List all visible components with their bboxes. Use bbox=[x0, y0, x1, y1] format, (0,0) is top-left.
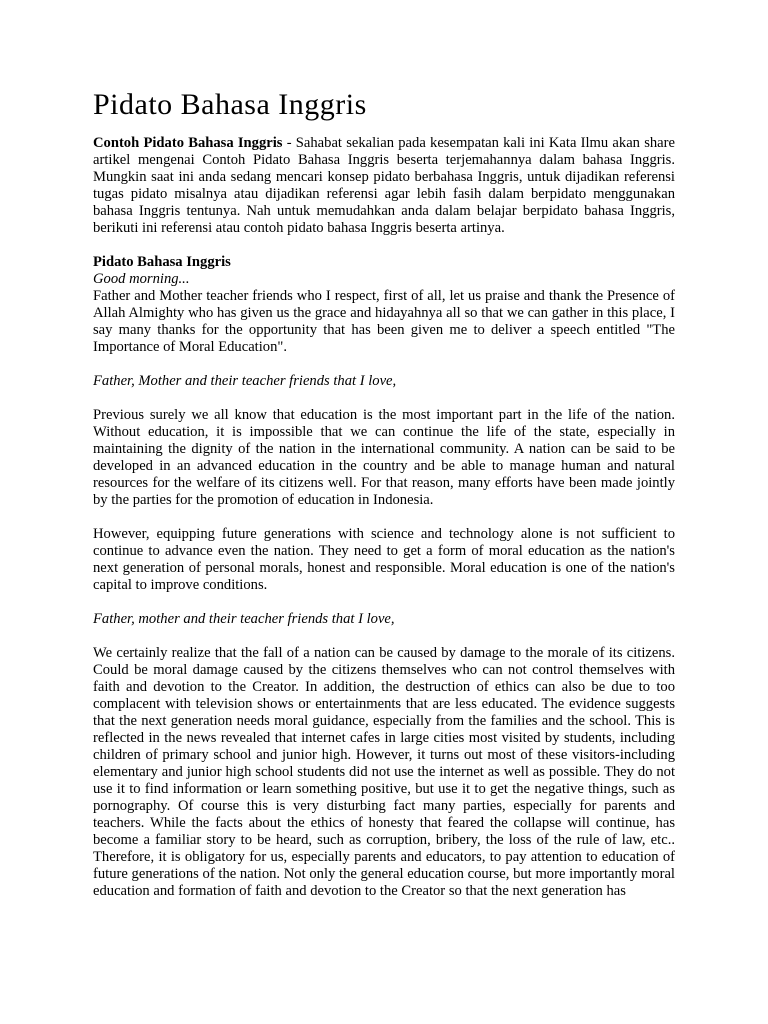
speech-address-1: Father, Mother and their teacher friends that I love, bbox=[93, 373, 397, 389]
speech-address-2: Father, mother and their teacher friends that I love, bbox=[93, 611, 395, 627]
spacer bbox=[93, 509, 675, 526]
speech-heading: Pidato Bahasa Inggris bbox=[93, 254, 231, 270]
spacer bbox=[93, 356, 675, 373]
intro-text: - Sahabat sekalian pada kesempatan kali ini Kata Ilmu akan share artikel mengenai Contoh Pidato Bahasa Inggris beserta terjemahannya dalam bahasa Inggris. Mungkin saat ini anda sedang mencari konsep pidato berbahasa Inggris, untuk dijadikan referensi tugas pidato misalnya atau dijadikan referensi agar lebih fasih dalam berpidato menggunakan bahasa Inggris tentunya. Nah untuk memudahkan anda dalam belajar berpidato bahasa Inggris, berikuti ini referensi atau contoh pidato bahasa Inggris beserta artinya. bbox=[93, 135, 675, 236]
speech-paragraph-2: However, equipping future generations with science and technology alone is not sufficient to continue to advance even the nation. They need to get a form of moral education as the nation's next generation of personal morals, honest and responsible. Moral education is one of the nation's capital to improve conditions. bbox=[93, 526, 675, 593]
intro-paragraph bbox=[93, 135, 675, 237]
speech-paragraph-1: Previous surely we all know that education is the most important part in the life of the nation. Without education, it is impossible that we can continue the life of the state, especially in maintaining the dignity of the nation in the international community. A nation can be said to be developed in an advanced education in the country and be able to manage human and natural resources for the welfare of its citizens well. For that reason, many efforts have been made jointly by the parties for the promotion of education in Indonesia. bbox=[93, 407, 675, 508]
spacer bbox=[93, 390, 675, 407]
spacer bbox=[93, 628, 675, 645]
speech-opening: Father and Mother teacher friends who I respect, first of all, let us praise and thank the Presence of Allah Almighty who has given us the grace and hidayahnya all so that we can gather in this place, I say many thanks for the opportunity that has been given me to deliver a speech entitled "The Importance of Moral Education". bbox=[93, 288, 675, 355]
spacer bbox=[93, 594, 675, 611]
intro-lead: Contoh Pidato Bahasa Inggris bbox=[93, 135, 283, 151]
speech-greeting: Good morning... bbox=[93, 271, 190, 287]
page-title: Pidato Bahasa Inggris bbox=[93, 88, 367, 121]
spacer bbox=[93, 237, 675, 254]
speech-paragraph-3: We certainly realize that the fall of a nation can be caused by damage to the morale of its citizens. Could be moral damage caused by the citizens themselves who can not control themselves with faith and devotion to the Creator. In addition, the destruction of ethics can also be due to too complacent with television shows or entertainments that are less educated. The evidence suggests that the next generation needs moral guidance, especially from the families and the school. This is reflected in the news revealed that internet cafes in large cities most visited by students, including children of primary school and junior high. However, it turns out most of these visitors-including elementary and junior high school students did not use the internet as well as possible. They do not use it to find information or learn something positive, but use it to get the negative things, such as pornography. Of course this is very disturbing fact many parties, especially for parents and teachers. While the facts about the ethics of honesty that feared the collapse will continue, has become a familiar story to be heard, such as corruption, bribery, the loss of the rule of law, etc.. Therefore, it is obligatory for us, especially parents and educators, to pay attention to education of future generations of the nation. Not only the general education course, but more importantly moral education and formation of faith and devotion to the Creator so that the next generation has bbox=[93, 645, 675, 899]
